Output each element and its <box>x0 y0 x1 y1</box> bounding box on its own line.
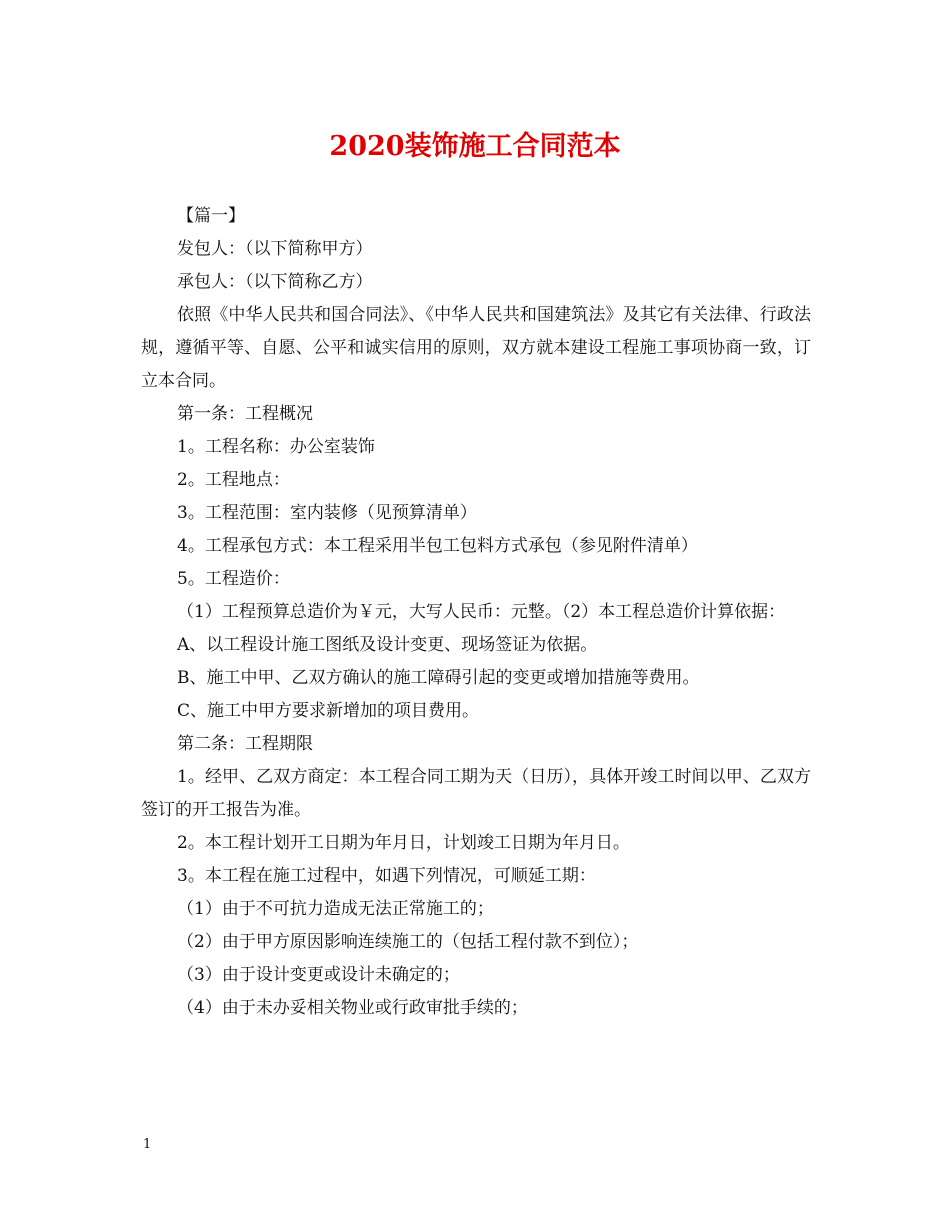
paragraph: 5。工程造价： <box>177 569 290 589</box>
paragraph: B、施工中甲、乙双方确认的施工障碍引起的变更或增加措施等费用。 <box>177 668 700 688</box>
paragraph: （2）由于甲方原因影响连续施工的（包括工程付款不到位）； <box>177 932 639 952</box>
article-heading: 第二条：工程期限 <box>177 734 313 754</box>
paragraph: C、施工中甲方要求新增加的项目费用。 <box>177 701 480 721</box>
paragraph: 2。本工程计划开工日期为年月日，计划竣工日期为年月日。 <box>177 833 630 853</box>
paragraph: 1。工程名称：办公室装饰 <box>177 437 375 457</box>
paragraph: （1）工程预算总造价为￥元，大写人民币：元整。（2）本工程总造价计算依据： <box>177 602 786 622</box>
paragraph: 3。工程范围：室内装修（见预算清单） <box>177 503 477 523</box>
paragraph: 4。工程承包方式：本工程采用半包工包料方式承包（参见附件清单） <box>177 536 698 556</box>
article-heading: 第一条：工程概况 <box>177 404 313 424</box>
paragraph: （1）由于不可抗力造成无法正常施工的； <box>177 899 494 919</box>
page-number: 1 <box>143 1137 152 1152</box>
paragraph: 1。经甲、乙双方商定：本工程合同工期为天（日历），具体开竣工时间以甲、乙双方签订的开工报告为准。 <box>141 767 811 820</box>
section-heading: 【篇一】 <box>177 206 245 226</box>
paragraph: 2。工程地点： <box>177 470 290 490</box>
paragraph: 依照《中华人民共和国合同法》、《中华人民共和国建筑法》及其它有关法律、行政法规，遵循平等、自愿、公平和诚实信用的原则，双方就本建设工程施工事项协商一致，订立本合同。 <box>141 305 811 391</box>
paragraph: （4）由于未办妥相关物业或行政审批手续的； <box>177 998 528 1018</box>
paragraph: 承包人：（以下简称乙方） <box>177 272 373 292</box>
paragraph: A、以工程设计施工图纸及设计变更、现场签证为依据。 <box>177 635 598 655</box>
paragraph: 发包人：（以下简称甲方） <box>177 239 373 259</box>
document-title: 2020装饰施工合同范本 <box>329 131 621 162</box>
paragraph: （3）由于设计变更或设计未确定的； <box>177 965 460 985</box>
paragraph: 3。本工程在施工过程中，如遇下列情况，可顺延工期： <box>177 866 596 886</box>
document-body <box>141 200 811 1025</box>
